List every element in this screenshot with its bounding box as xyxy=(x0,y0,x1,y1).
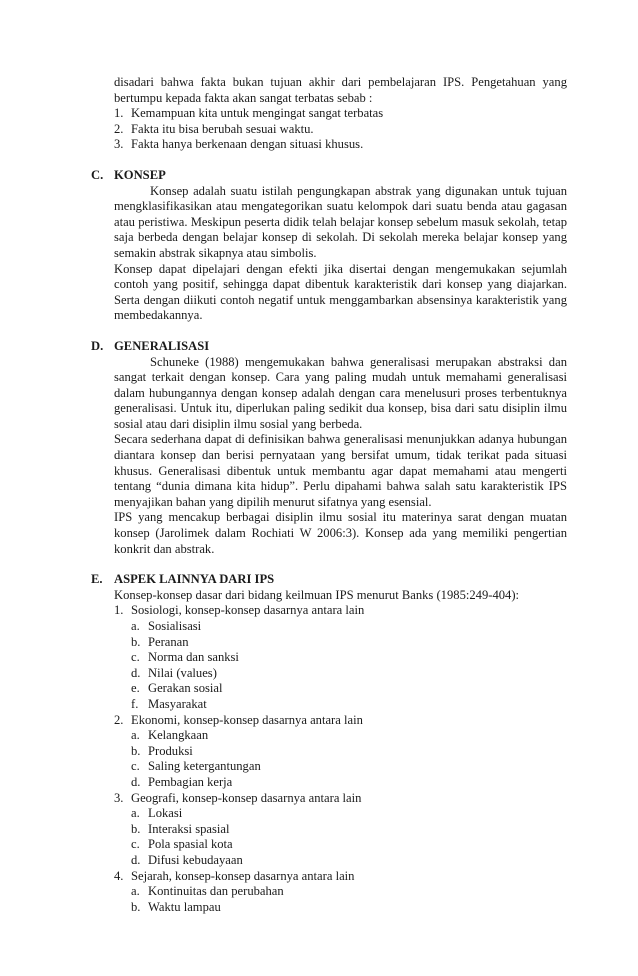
sub-list xyxy=(114,619,567,713)
list-item: 2. Fakta itu bisa berubah sesuai waktu. xyxy=(114,121,314,136)
list-item: b. Peranan xyxy=(131,634,189,649)
intro-list xyxy=(114,106,567,153)
paragraph: Secara sederhana dapat di definisikan bahwa generalisasi menunjukkan adanya hubungan diantara konsep dan berisi pernyataan yang bersifat umum, tidak terikat pada situasi khusus. Generalisasi dibentuk untuk membantu agar dapat memahami atau mengerti tentang “dunia dimana kita hidup”. Perlu dipahami bahwa salah satu karakteristik IPS menyajikan bahan yang dipilih menurut sifatnya yang esensial. xyxy=(114,432,567,509)
section-heading: C. KONSEP xyxy=(91,167,166,182)
list-item: c. Norma dan sanksi xyxy=(131,650,239,665)
list-item: d. Pembagian kerja xyxy=(131,774,233,789)
list-item: 3. Geografi, konsep-konsep dasarnya antara lain a. Lokasi b. Interaksi spasial c. Pola spasial kota d. Difusi kebudayaan xyxy=(114,791,567,869)
list-item: d. Difusi kebudayaan xyxy=(131,852,243,867)
sub-list xyxy=(114,728,567,790)
list-item: 1. Kemampuan kita untuk mengingat sangat terbatas xyxy=(114,106,384,121)
section-konsep xyxy=(92,168,567,324)
list-item: e. Gerakan sosial xyxy=(131,681,223,696)
list-item: d. Nilai (values) xyxy=(131,665,217,680)
paragraph: Konsep dapat dipelajari dengan efekti jika disertai dengan mengemukakan sejumlah contoh yang positif, sehingga dapat dibentuk karakteristik dari konsep yang diajarkan. Serta dengan diikuti contoh negatif untuk menggambarkan absensinya karakteristik yang membedakannya. xyxy=(114,261,567,323)
list-item: b. Interaksi spasial xyxy=(131,821,230,836)
list-item: b. Waktu lampau xyxy=(131,899,221,914)
list-item: a. Kelangkaan xyxy=(131,728,209,743)
list-item: a. Kontinuitas dan perubahan xyxy=(131,884,284,899)
intro-block xyxy=(92,75,567,153)
list-item: 4. Sejarah, konsep-konsep dasarnya antara lain a. Kontinuitas dan perubahan b. Waktu lampau xyxy=(114,869,567,916)
section-heading: D. GENERALISASI xyxy=(91,338,210,353)
list-item: b. Produksi xyxy=(131,743,193,758)
list-item: 3. Fakta hanya berkenaan dengan situasi khusus. xyxy=(114,137,364,152)
intro-paragraph: disadari bahwa fakta bukan tujuan akhir dari pembelajaran IPS. Pengetahuan yang bertumpu kepada fakta akan sangat terbatas sebab : xyxy=(114,75,567,105)
list-item: c. Pola spasial kota xyxy=(131,837,233,852)
section-generalisasi xyxy=(92,339,567,557)
section-aspek xyxy=(92,572,567,915)
list-item: c. Saling ketergantungan xyxy=(131,759,261,774)
paragraph: Konsep adalah suatu istilah pengungkapan abstrak yang digunakan untuk tujuan mengklasifikasikan atau mengategorikan suatu kelompok dari suatu benda atau gagasan atau peristiwa. Meskipun peserta didik telah belajar konsep sebelum masuk sekolah, tetap saja berbeda dengan belajar konsep di sekolah. Di sekolah mereka belajar konsep yang semakin abstrak sikapnya atau simbolis. xyxy=(114,183,567,260)
paragraph: Schuneke (1988) mengemukakan bahwa generalisasi merupakan abstraksi dan sangat terkait dengan konsep. Cara yang paling mudah untuk memahami generalisasi dalam hubungannya dengan konsep adalah dengan cara menelusuri proses terbentuknya generalisasi. Untuk itu, diperlukan paling sedikit dua konsep, bisa dari satu disiplin ilmu sosial atau dari disiplin ilmu sosial yang berbeda. xyxy=(114,354,567,431)
list-item: a. Lokasi xyxy=(131,806,183,821)
list-item: 1. Sosiologi, konsep-konsep dasarnya antara lain a. Sosialisasi b. Peranan c. Norma dan sanksi d. Nilai (values) e. Gerakan sosial f. Masyarakat xyxy=(114,603,567,712)
list-item: a. Sosialisasi xyxy=(131,619,202,633)
section-heading: E. ASPEK LAINNYA DARI IPS xyxy=(91,572,275,587)
page-content xyxy=(92,75,567,915)
sub-list xyxy=(114,884,567,915)
sub-list xyxy=(114,806,567,868)
paragraph: IPS yang mencakup berbagai disiplin ilmu sosial itu materinya sarat dengan muatan konsep (Jarolimek dalam Rochiati W 2006:3). Konsep ada yang memiliki pengertian konkrit dan abstrak. xyxy=(114,510,567,556)
paragraph: Konsep-konsep dasar dari bidang keilmuan IPS menurut Banks (1985:249-404): xyxy=(114,587,520,602)
list-item: f. Masyarakat xyxy=(131,696,207,711)
list-item: 2. Ekonomi, konsep-konsep dasarnya antara lain a. Kelangkaan b. Produksi c. Saling ketergantungan d. Pembagian kerja xyxy=(114,713,567,791)
concept-list xyxy=(114,603,567,915)
